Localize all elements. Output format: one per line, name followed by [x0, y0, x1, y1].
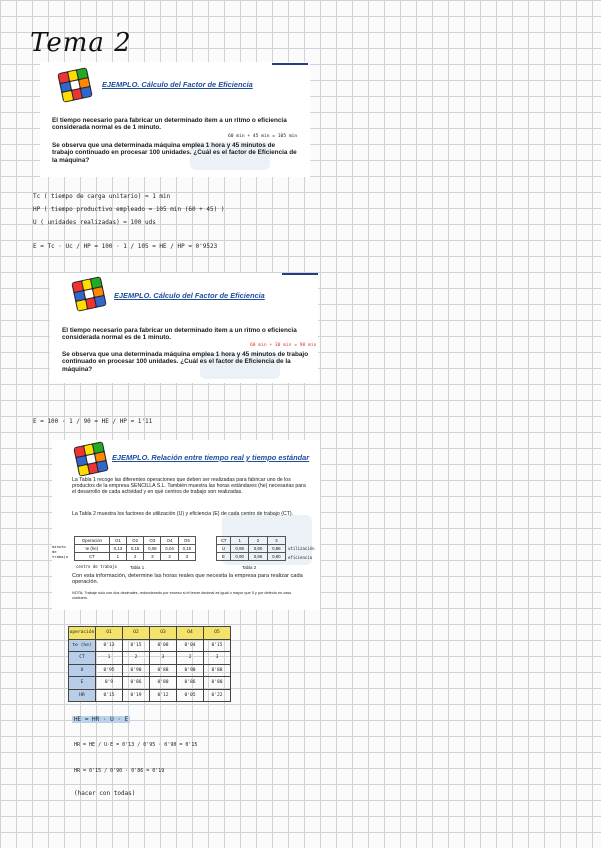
table-header: O2 [126, 537, 143, 545]
table-cell: 0'15 [204, 639, 231, 652]
table-cell: 0,13 [109, 545, 126, 553]
table-cell: 0,90 [231, 553, 249, 561]
table-cell: 3 [204, 652, 231, 665]
table-cell: 3 [178, 553, 195, 561]
table-cell: 0,15 [178, 545, 195, 553]
table-header: 3 [267, 537, 285, 545]
table-cell: 0'86 [177, 677, 204, 690]
rubiks-cube-icon [76, 444, 106, 474]
handwritten-note: 60 min + 30 min = 90 min [250, 343, 317, 348]
table-header: O3 [144, 537, 161, 545]
table-cell: 0'80 [150, 677, 177, 690]
table-cell: 0'90 [123, 664, 150, 677]
table-cell: 2 [123, 652, 150, 665]
note-hp: HP ( tiempo productivo empleado = 105 min (60 + 45) ) [33, 206, 225, 213]
page-title: Tema 2 [30, 28, 132, 58]
rubiks-cube-icon [60, 70, 90, 100]
table-cell: CT [75, 553, 110, 561]
table-header: O1 [109, 537, 126, 545]
table-cell: 0'05 [177, 689, 204, 702]
rubiks-cube-icon [74, 279, 104, 309]
table-1 [74, 536, 196, 561]
handwritten-note: 60 min + 45 min = 105 min [228, 134, 298, 139]
note-equation [72, 716, 130, 723]
table-cell: 0'04 [177, 639, 204, 652]
example-card-efficiency-2 [50, 273, 318, 383]
example-paragraph-1: La Tabla 1 recoge las diferentes operaciones que deben ser realizadas para fabricar uno de los productos de la empresa SENCILLA S.L. También muestra las horas estándares (he) necesarias para el desarrollo de cada actividad y en qué centros de trabajo son realizadas. [72, 477, 306, 496]
table-cell: 0'13 [96, 639, 123, 652]
table-header: O4 [161, 537, 178, 545]
handwritten-table [68, 626, 231, 702]
example-paragraph: El tiempo necesario para fabricar un determinado ítem a un ritmo o eficiencia considerada normal es de 1 minuto. [62, 327, 297, 342]
note-formula-2: E = 100 · 1 / 90 = HE / HP ≈ 1'11 [33, 418, 153, 425]
table-header: CT [217, 537, 231, 545]
table-cell: 0,15 [126, 545, 143, 553]
table-cell: 0,04 [161, 545, 178, 553]
table-cell: 0'08 [150, 639, 177, 652]
example-note: NOTA: Trabaje solo con dos decimales, redondeando por exceso si el tercer decimal es igual o mayor que 5 y por defecto en caso contrario. [72, 591, 292, 600]
table-cell: HR [69, 689, 96, 702]
table-cell: 0'19 [123, 689, 150, 702]
example-paragraph-2: La Tabla 2 muestra los factores de utilización (U) y eficiencia (E) de cada centro de trabajo (CT). [72, 511, 294, 517]
table-1-caption: Tabla 1 [130, 565, 145, 570]
example-heading: EJEMPLO. Cálculo del Factor de Eficiencia [114, 291, 265, 300]
table-cell: 0,08 [144, 545, 161, 553]
example-heading: EJEMPLO. Relación entre tiempo real y tiempo estándar [112, 453, 310, 462]
example-card-efficiency-1 [40, 62, 310, 177]
table-cell: 0'15 [123, 639, 150, 652]
table-cell: 0'95 [96, 664, 123, 677]
table-2 [216, 536, 286, 561]
table-cell: 0'88 [204, 664, 231, 677]
table-cell: te (he) [75, 545, 110, 553]
table-cell: 3 [150, 652, 177, 665]
example-question: Se observa que una determinada máquina emplea 1 hora y 45 minutos de trabajo continuado en procesar 100 unidades. ¿Cuál es el factor de Eficiencia de la máquina? [62, 351, 309, 373]
table-cell: U [69, 664, 96, 677]
table-header: operación [69, 627, 96, 640]
note-hr-1: HR = HE / U·E = 0'13 / 0'95 · 0'90 = 0'15 [74, 742, 198, 748]
table-cell: 0,86 [249, 553, 267, 561]
side-note-minutes: minuto de trabajo [52, 544, 69, 559]
table-cell: 2 [126, 553, 143, 561]
example-card-real-time [52, 440, 320, 610]
equation-highlight: HE = HR · U · E [74, 716, 129, 723]
note-units: U ( unidades realizadas) = 100 uds [33, 219, 156, 226]
note-todo: (hacer con todas) [74, 790, 136, 797]
table-cell: 0'22 [204, 689, 231, 702]
table-2-side-u: utilización [288, 546, 315, 551]
example-paragraph: El tiempo necesario para fabricar un determinado ítem a un ritmo o eficiencia considerada normal es de 1 minuto. [52, 117, 287, 132]
table-cell: CT [69, 652, 96, 665]
table-header: O4 [177, 627, 204, 640]
table-header: Operación [75, 537, 110, 545]
table-cell: 0'88 [150, 664, 177, 677]
example-task: Con esta información, determine las horas reales que necesita la empresa para realizar cada operación. [72, 573, 303, 586]
table-cell: 0,95 [231, 545, 249, 553]
table-cell: 0,88 [267, 545, 285, 553]
table-header: 1 [231, 537, 249, 545]
table-header: O5 [204, 627, 231, 640]
table-cell: 0,90 [249, 545, 267, 553]
table-cell: E [217, 553, 231, 561]
table-header: O3 [150, 627, 177, 640]
example-question: Se observa que una determinada máquina emplea 1 hora y 45 minutos de trabajo continuado en procesar 100 unidades. ¿Cuál es el factor de Eficiencia de la máquina? [52, 142, 297, 164]
example-heading: EJEMPLO. Cálculo del Factor de Eficiencia [102, 80, 253, 89]
table-cell: U [217, 545, 231, 553]
table-header: O2 [123, 627, 150, 640]
table-cell: 0'80 [204, 677, 231, 690]
table-2-side-e: eficiencia [288, 555, 313, 560]
table-cell: 0'86 [123, 677, 150, 690]
table-2-caption: Tabla 2 [242, 565, 257, 570]
table-cell: 0'90 [177, 664, 204, 677]
table-cell: 0,80 [267, 553, 285, 561]
table-cell: 0'15 [96, 689, 123, 702]
table-cell: E [69, 677, 96, 690]
table-cell: 3 [144, 553, 161, 561]
table-cell: 1 [109, 553, 126, 561]
table-header: 2 [249, 537, 267, 545]
table-cell: 1 [96, 652, 123, 665]
note-hr-2: HR = 0'15 / 0'90 · 0'86 = 0'19 [74, 768, 165, 774]
table-cell: 2 [177, 652, 204, 665]
table-cell: te (he) [69, 639, 96, 652]
table-cell: 0'12 [150, 689, 177, 702]
table-header: O5 [178, 537, 195, 545]
note-formula: E = Tc · Uc / HP = 100 · 1 / 105 = HE / HP = 0'9523 [33, 243, 218, 250]
note-tc: Tc ( tiempo de carga unitario) = 1 min [33, 193, 171, 200]
table-cell: 2 [161, 553, 178, 561]
table-1-below-note: centro de trabajo [76, 564, 117, 569]
table-cell: 0'9 [96, 677, 123, 690]
table-header: O1 [96, 627, 123, 640]
